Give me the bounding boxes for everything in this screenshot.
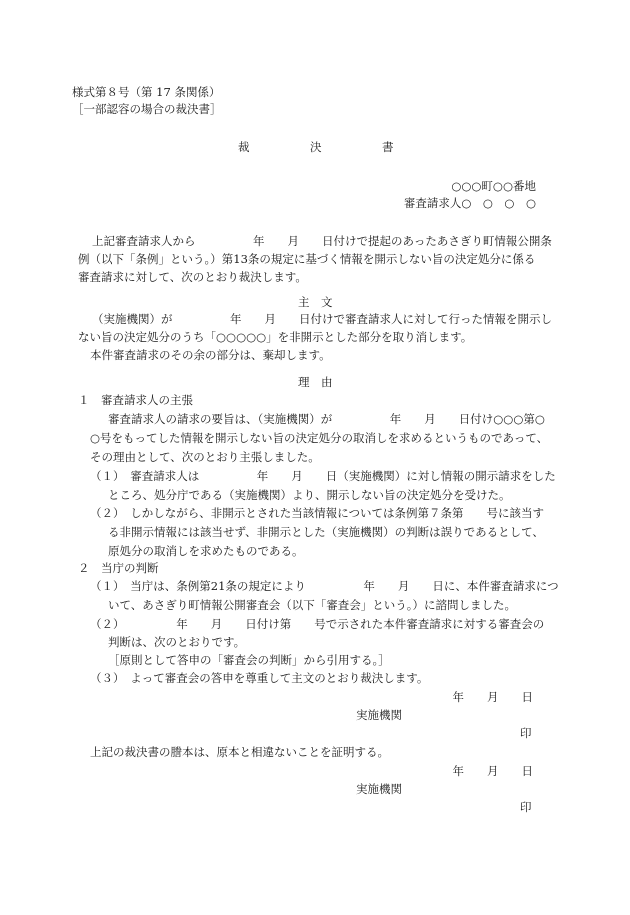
main-heading: 主 文 [298,295,333,309]
section-2-item-1-line-1: （１） 当庁は、条例第21条の規定により 年 月 日に、本件審査請求につ [90,579,559,593]
section-1-line-3: その理由として、次のとおり主張しました。 [90,450,320,464]
section-2-heading: ２ 当庁の判断 [78,561,159,575]
section-1-line-2: ○号をもってした情報を開示しない旨の決定処分の取消しを求めるというものであって、 [90,431,549,445]
main-line-2: ない旨の決定処分のうち「○○○○○」を非開示とした部分を取り消します。 [78,330,473,344]
title-char-2: 決 [310,140,322,154]
section-2-item-1-line-2: いて、あさぎり町情報公開審査会（以下「審査会」という。）に諮問しました。 [108,598,517,612]
main-line-1: （実施機関）が 年 月 日付けで審査請求人に対して行った情報を開示し [92,312,552,326]
reason-heading: 理 由 [298,375,333,389]
intro-line-1: 上記審査請求人から 年 月 日付けで提起のあったあさぎり町情報公開条 [92,234,552,248]
requester-address: ○○○町○○番地 [451,179,536,193]
signature-1-seal: 印 [520,726,532,740]
intro-line-2: 例（以下「条例」という。）第13条の規定に基づく情報を開示しない旨の決定処分に係る [78,252,536,266]
form-subtitle: ［一部認容の場合の裁決書］ [72,102,222,116]
section-1-heading: １ 審査請求人の主張 [78,393,193,407]
section-1-item-2-line-1: （２） しかしながら、非開示とされた当該情報については条例第７条第 号に該当す [90,506,545,520]
signature-1-date: 年 月 日 [452,690,533,704]
requester-name: 審査請求人○ ○ ○ ○ [403,196,536,210]
title-char-1: 裁 [238,140,250,154]
section-1-line-1: 審査請求人の請求の要旨は、（実施機関）が 年 月 日付け○○○第○ [108,412,545,426]
section-1-item-1-line-1: （１） 審査請求人は 年 月 日（実施機関）に対し情報の開示請求をした [90,469,556,483]
section-1-item-2-line-2: る非開示情報には該当せず、非開示とした（実施機関）の判断は誤りであるとして、 [108,525,544,539]
certification-text: 上記の裁決書の謄本は、原本と相違ないことを証明する。 [90,745,389,759]
signature-1-agency: 実施機関 [356,708,402,722]
form-number: 様式第８号（第 17 条関係） [72,85,221,99]
signature-2-seal: 印 [520,800,532,814]
signature-2-agency: 実施機関 [356,782,402,796]
section-2-item-3: （３） よって審査会の答申を尊重して主文のとおり裁決します。 [90,671,429,685]
section-2-item-2-line-3: ［原則として答申の「審査会の判断」から引用する。］ [108,653,390,667]
section-2-item-2-line-1: （２） 年 月 日付け第 号で示された本件審査請求に対する審査会の [90,617,545,631]
section-2-item-2-line-2: 判断は、次のとおりです。 [108,635,246,649]
section-1-item-1-line-2: ところ、処分庁である（実施機関）より、開示しない旨の決定処分を受けた。 [108,488,511,502]
signature-2-date: 年 月 日 [452,764,533,778]
section-1-item-2-line-3: 原処分の取消しを求めたものである。 [108,544,304,558]
title-char-3: 書 [382,140,394,154]
main-line-3: 本件審査請求のその余の部分は、棄却します。 [90,348,331,362]
intro-line-3: 審査請求に対して、次のとおり裁決します。 [78,270,307,284]
